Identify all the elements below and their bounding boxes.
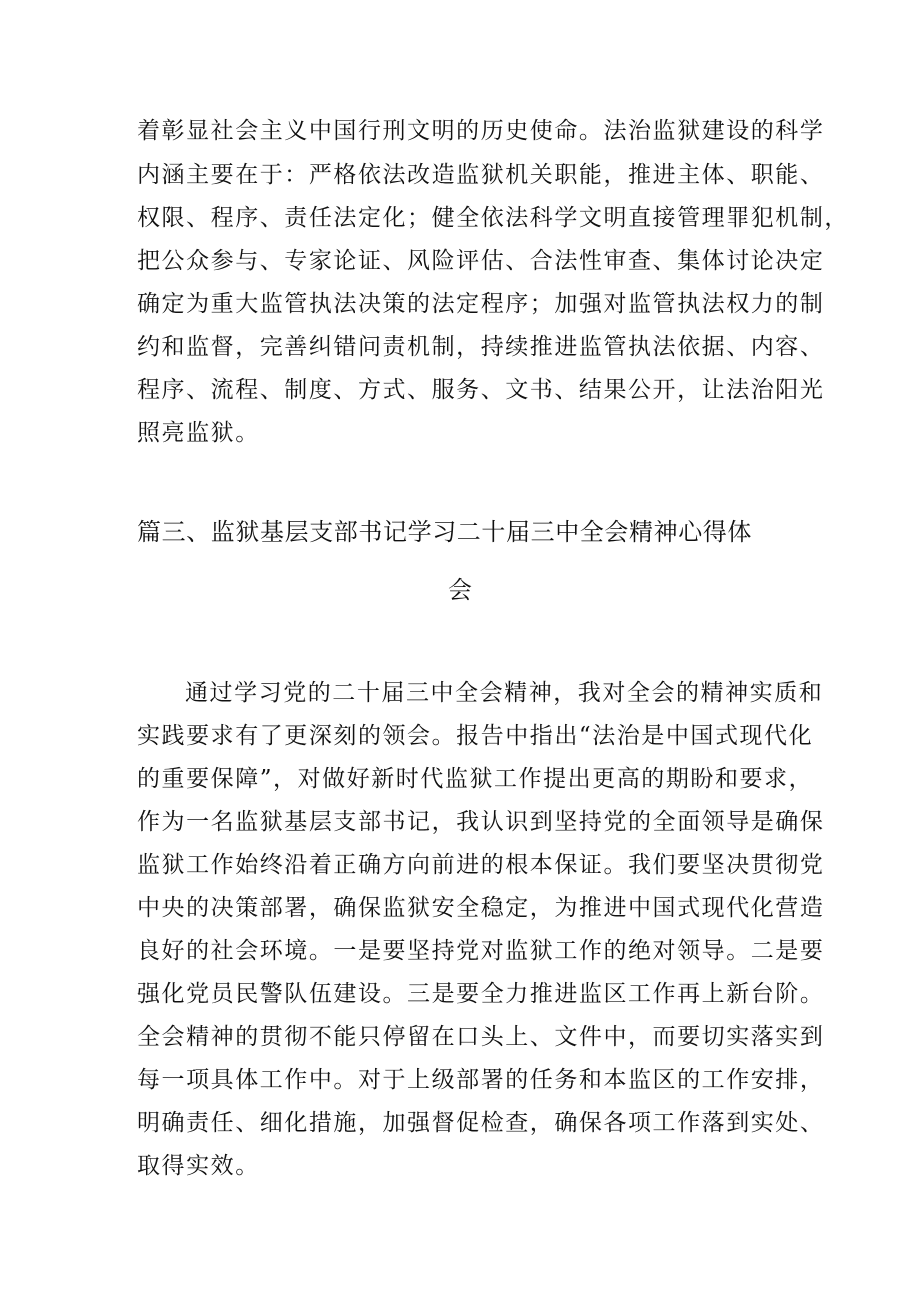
text-line: 权限、程序、责任法定化；健全依法科学文明直接管理罪犯机制， bbox=[137, 205, 849, 231]
text-line: 每一项具体工作中。对于上级部署的任务和本监区的工作安排， bbox=[137, 1067, 825, 1093]
text-line: 程序、流程、制度、方式、服务、文书、结果公开，让法治阳光 bbox=[137, 377, 825, 403]
heading-line: 篇三、监狱基层支部书记学习二十届三中全会精神心得体 bbox=[137, 518, 752, 546]
text-line: 取得实效。 bbox=[137, 1153, 260, 1179]
text-line: 全会精神的贯彻不能只停留在口头上、文件中，而要切实落实到 bbox=[137, 1024, 825, 1050]
text-line: 监狱工作始终沿着正确方向前进的根本保证。我们要坚决贯彻党 bbox=[137, 852, 825, 878]
heading-line: 会 bbox=[448, 576, 473, 604]
text-line: 实践要求有了更深刻的领会。报告中指出“法治是中国式现代化 bbox=[137, 723, 814, 749]
text-line: 中央的决策部署，确保监狱安全稳定，为推进中国式现代化营造 bbox=[137, 895, 825, 921]
text-line: 作为一名监狱基层支部书记，我认识到坚持党的全面领导是确保 bbox=[137, 809, 825, 835]
text-line: 内涵主要在于：严格依法改造监狱机关职能，推进主体、职能、 bbox=[137, 162, 825, 188]
text-line: 良好的社会环境。一是要坚持党对监狱工作的绝对领导。二是要 bbox=[137, 938, 825, 964]
text-line: 确定为重大监管执法决策的法定程序；加强对监管执法权力的制 bbox=[137, 291, 825, 317]
text-line: 强化党员民警队伍建设。三是要全力推进监区工作再上新台阶。 bbox=[137, 981, 825, 1007]
text-line: 约和监督，完善纠错问责机制，持续推进监管执法依据、内容、 bbox=[137, 334, 825, 360]
text-line: 明确责任、细化措施，加强督促检查，确保各项工作落到实处、 bbox=[137, 1110, 825, 1136]
text-line: 着彰显社会主义中国行刑文明的历史使命。法治监狱建设的科学 bbox=[137, 118, 825, 144]
text-line: 照亮监狱。 bbox=[137, 420, 260, 446]
text-line: 的重要保障”，对做好新时代监狱工作提出更高的期盼和要求， bbox=[137, 766, 814, 792]
text-line: 通过学习党的二十届三中全会精神，我对全会的精神实质和 bbox=[185, 680, 824, 706]
text-line: 把公众参与、专家论证、风险评估、合法性审查、集体讨论决定 bbox=[137, 248, 825, 274]
